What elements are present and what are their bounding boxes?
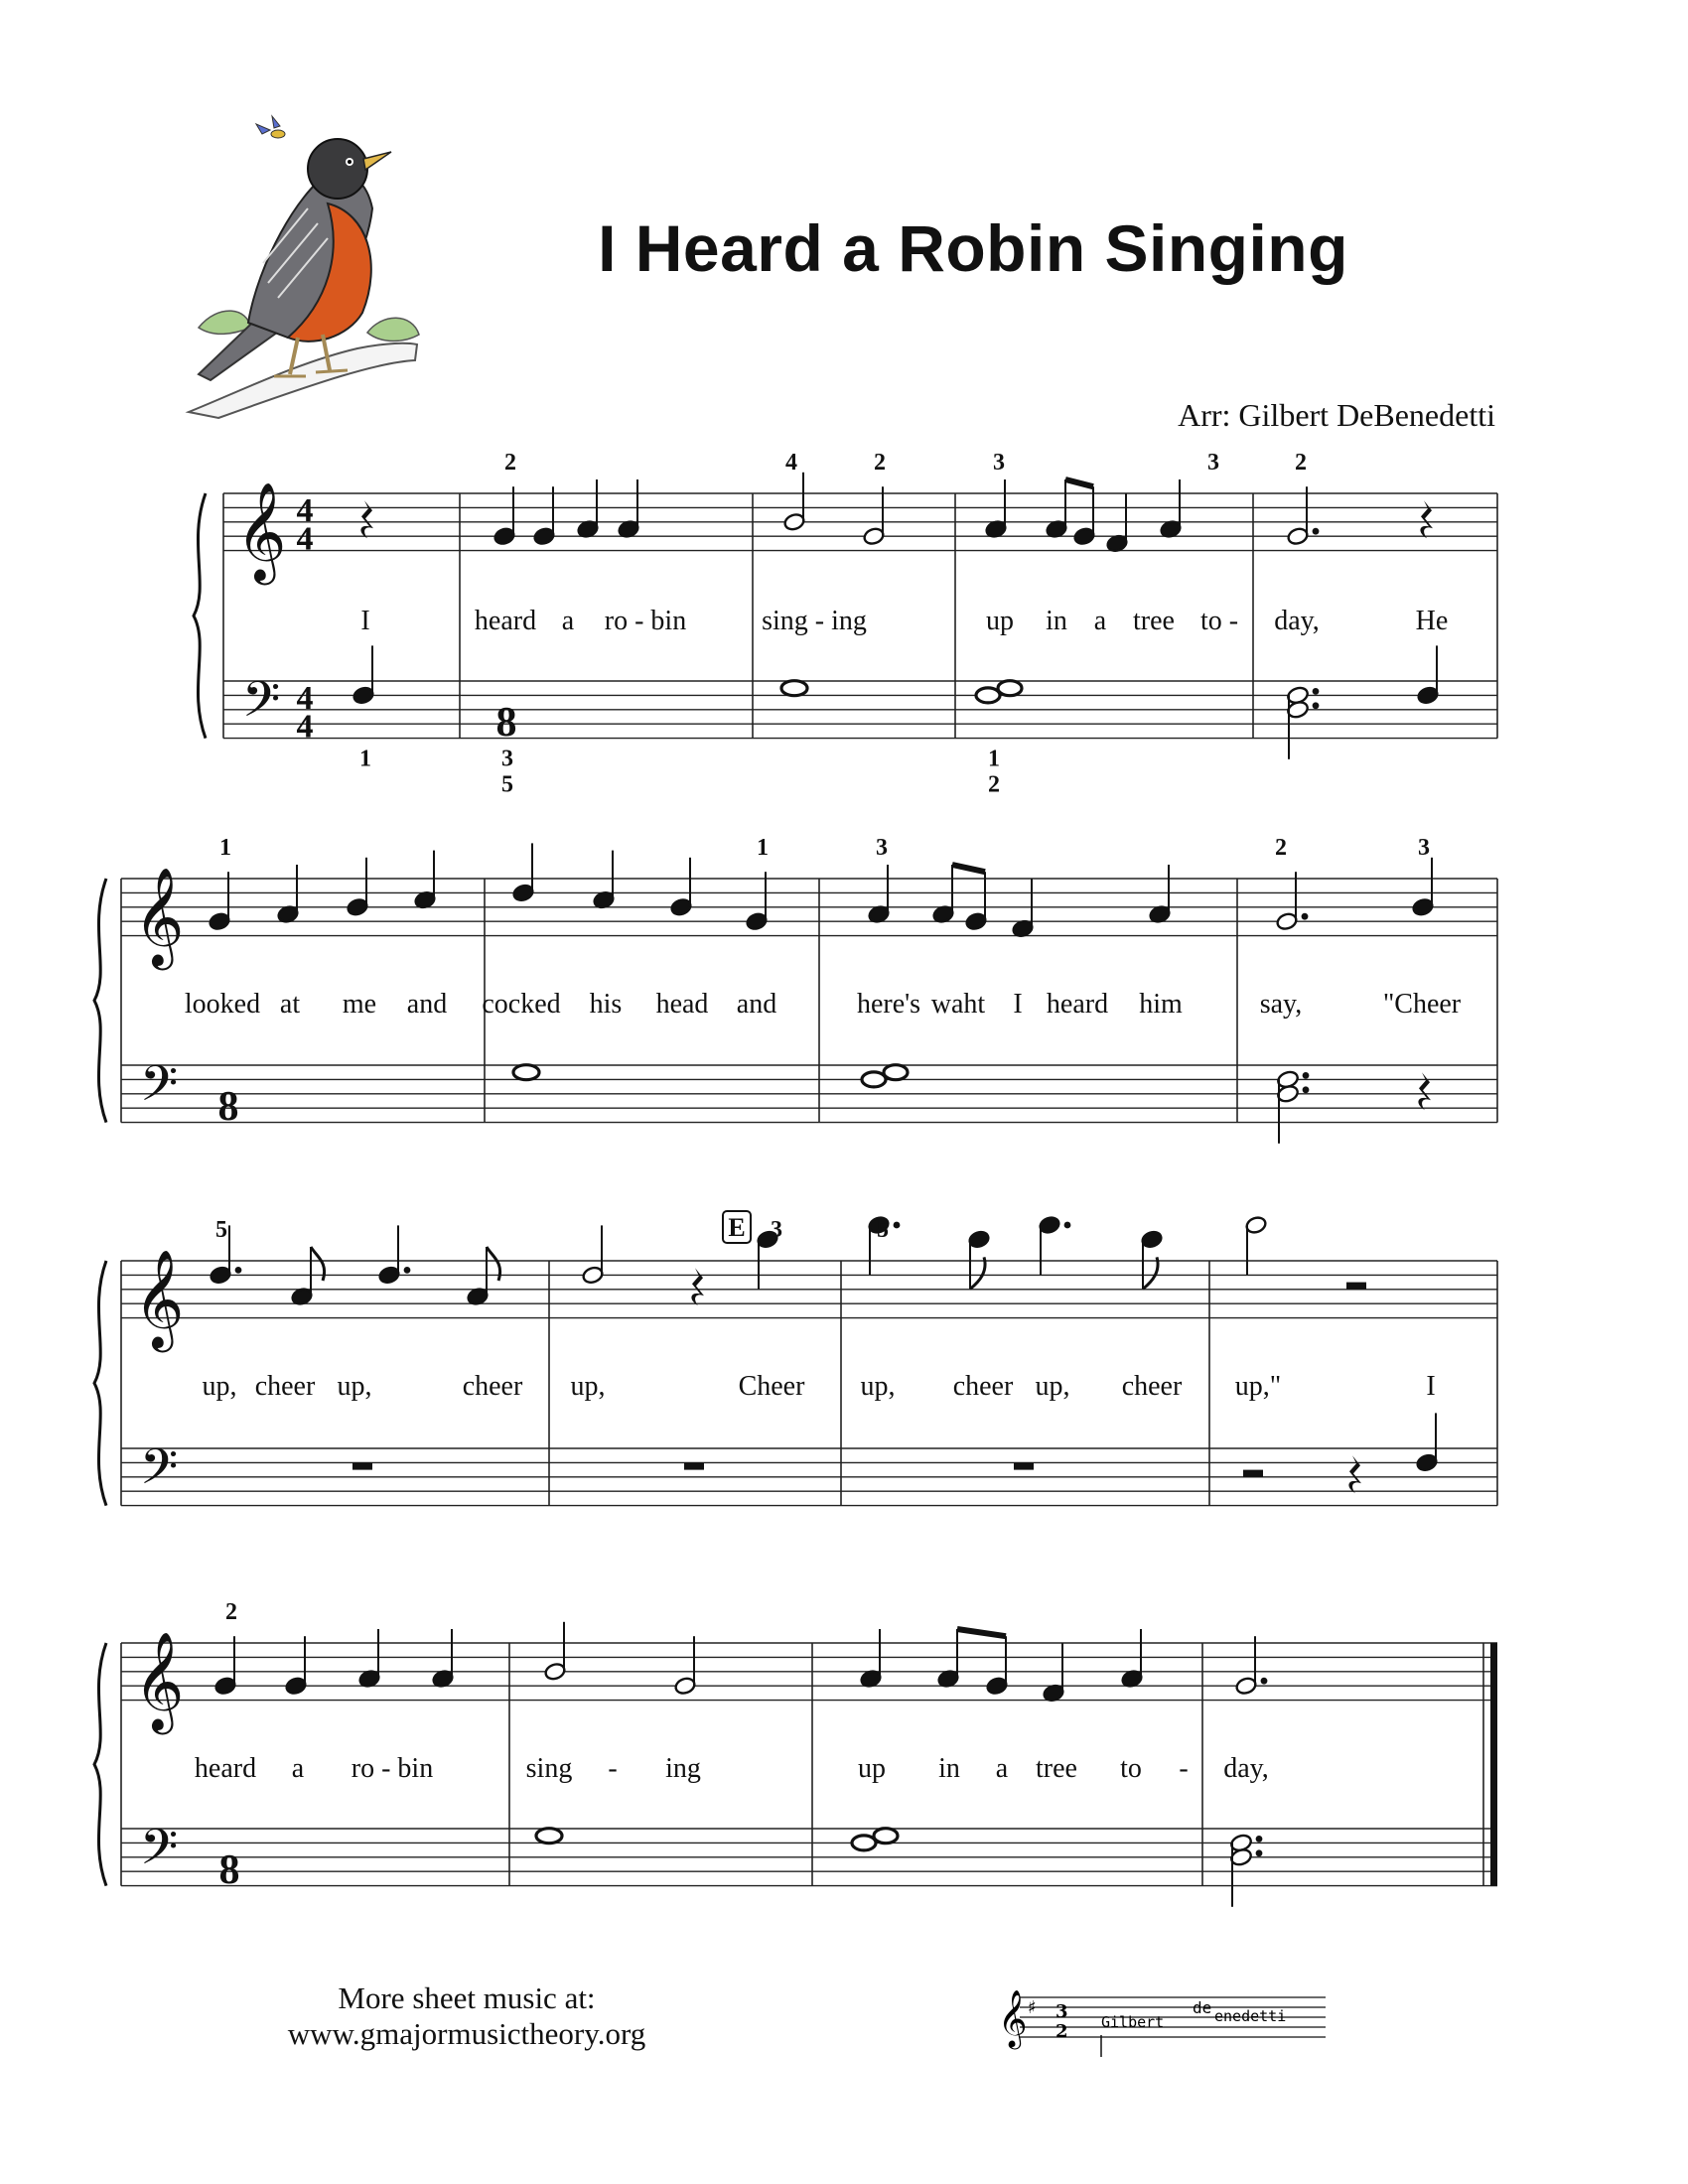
lyric-syllable: me xyxy=(342,989,377,1020)
dot xyxy=(1256,1849,1263,1856)
note-head xyxy=(210,1266,232,1286)
treble-clef-icon: 𝄞 xyxy=(133,867,185,967)
finger-number: 3 xyxy=(876,835,888,861)
finger-number: 5 xyxy=(215,1217,227,1243)
lyric-syllable: cocked xyxy=(482,989,561,1020)
bass-whole-note xyxy=(852,1836,876,1850)
bass-whole-note xyxy=(976,688,1000,703)
lyric-syllable: up xyxy=(858,1753,886,1784)
lyric-syllable: tree xyxy=(1036,1753,1077,1784)
note-head xyxy=(986,1676,1009,1696)
time-signature-bottom: 4 xyxy=(296,520,314,558)
eighth-beam xyxy=(957,1629,1006,1636)
lyric-syllable: and xyxy=(736,989,777,1020)
bass-clef-icon: 𝄢 xyxy=(139,1438,179,1509)
note-head xyxy=(347,897,369,917)
dot xyxy=(1303,1072,1310,1079)
lyric-syllable: up, xyxy=(337,1371,372,1402)
lyric-syllable: cheer xyxy=(952,1371,1014,1402)
lyric-syllable: cheer xyxy=(462,1371,523,1402)
logo-clef-icon: 𝄞 xyxy=(998,1989,1028,2047)
bass-whole-rest xyxy=(684,1462,704,1469)
note-head xyxy=(1276,911,1299,931)
note-head xyxy=(1039,1215,1061,1235)
note-head xyxy=(1412,897,1435,917)
note-head xyxy=(965,911,988,931)
brace xyxy=(94,1643,106,1886)
logo-word-2: enedetti xyxy=(1214,2007,1287,2025)
bass-whole-note xyxy=(874,1829,898,1843)
lyric-syllable: in xyxy=(938,1753,960,1784)
dot xyxy=(894,1222,901,1229)
lyric-syllable: heard xyxy=(1046,989,1109,1020)
finger-number: 3 xyxy=(1207,450,1219,476)
bass-clef-icon: 𝄢 xyxy=(139,1819,179,1889)
logo-mark: de xyxy=(1193,1998,1212,2017)
finger-number: 2 xyxy=(504,450,516,476)
note-head xyxy=(493,526,516,546)
lyric-syllable: I xyxy=(1013,989,1023,1020)
dot xyxy=(1313,702,1320,709)
lyric-syllable: to - xyxy=(1199,606,1239,636)
dot xyxy=(1303,1086,1310,1093)
treble-clef-icon: 𝄞 xyxy=(235,481,287,582)
logo-word-1: Gilbert xyxy=(1101,2013,1165,2031)
song-title: I Heard a Robin Singing xyxy=(598,211,1348,285)
bass-whole-note xyxy=(998,681,1022,696)
bass-clef-icon: 𝄢 xyxy=(241,671,281,742)
bass-whole-note xyxy=(884,1065,908,1080)
note-head xyxy=(1073,526,1096,546)
note-head xyxy=(582,1266,605,1286)
lyric-syllable: a xyxy=(291,1753,305,1784)
finger-number: 5 xyxy=(877,1217,889,1243)
finger-number: 1 xyxy=(757,835,769,861)
lyric-syllable: up, xyxy=(202,1371,237,1402)
lyric-syllable: a xyxy=(995,1753,1009,1784)
lyric-syllable: heard xyxy=(474,606,537,636)
eighth-beam xyxy=(952,865,985,872)
bass-finger-number: 1 xyxy=(988,746,1000,772)
note-head xyxy=(378,1266,401,1286)
lyric-syllable: up xyxy=(986,606,1014,636)
lyric-syllable: sing - ing xyxy=(762,606,867,636)
dot xyxy=(1302,913,1309,920)
lyric-syllable: a xyxy=(561,606,575,636)
treble-clef-icon: 𝄞 xyxy=(133,1631,185,1731)
bass-whole-note xyxy=(536,1829,562,1843)
bass-whole-note xyxy=(513,1065,539,1080)
dot xyxy=(1256,1836,1263,1843)
lyric-syllable: cheer xyxy=(1121,1371,1183,1402)
bass-eight-numeral: 8 xyxy=(217,1084,239,1131)
svg-text:3: 3 xyxy=(1055,2001,1068,2022)
note-head xyxy=(1287,526,1310,546)
finger-number: 1 xyxy=(219,835,231,861)
bass-note-head xyxy=(1416,1453,1439,1473)
bass-finger-number: 3 xyxy=(501,746,513,772)
note-head xyxy=(1235,1676,1258,1696)
dot xyxy=(404,1267,411,1274)
note-head xyxy=(746,911,769,931)
lyric-syllable: Cheer xyxy=(738,1371,805,1402)
bass-half-rest xyxy=(1243,1470,1263,1477)
finger-number: 3 xyxy=(771,1217,782,1243)
note-head xyxy=(285,1676,308,1696)
lyric-syllable: up, xyxy=(860,1371,896,1402)
finger-number: 2 xyxy=(1295,450,1307,476)
finger-number: 2 xyxy=(874,450,886,476)
bass-finger-number: 1 xyxy=(359,746,371,772)
bass-whole-note xyxy=(781,681,807,696)
lyric-syllable: - xyxy=(1179,1753,1189,1784)
bass-note-head xyxy=(1417,686,1440,706)
lyric-syllable: ro - bin xyxy=(604,606,687,636)
bass-quarter-rest xyxy=(1418,1072,1431,1110)
lyric-syllable: day, xyxy=(1223,1753,1269,1784)
footer-line-1: More sheet music at: xyxy=(338,1980,596,2015)
lyric-syllable: "Cheer xyxy=(1382,989,1462,1020)
finger-number: 2 xyxy=(1275,835,1287,861)
rehearsal-mark: E xyxy=(728,1213,746,1242)
bass-finger-number: 5 xyxy=(501,771,513,798)
publisher-logo xyxy=(998,1985,1326,2057)
dot xyxy=(1064,1222,1071,1229)
svg-text:♯: ♯ xyxy=(1028,1997,1037,2018)
note-head xyxy=(674,1676,697,1696)
lyric-syllable: head xyxy=(655,989,709,1020)
final-barline-thick xyxy=(1490,1643,1497,1886)
lyric-syllable: and xyxy=(406,989,448,1020)
time-signature-top: 4 xyxy=(296,679,314,717)
lyric-syllable: a xyxy=(1093,606,1107,636)
finger-number: 3 xyxy=(993,450,1005,476)
bass-whole-note xyxy=(862,1072,886,1087)
bass-clef-icon: 𝄢 xyxy=(139,1055,179,1126)
brace xyxy=(94,879,106,1123)
lyric-syllable: at xyxy=(279,989,301,1020)
note-head xyxy=(783,512,806,532)
finger-number: 4 xyxy=(785,450,797,476)
treble-clef-icon: 𝄞 xyxy=(133,1249,185,1349)
lyric-syllable: ro - bin xyxy=(351,1753,434,1784)
note-head xyxy=(968,1230,991,1250)
lyric-syllable: I xyxy=(360,606,370,636)
bass-eight-numeral: 8 xyxy=(495,700,517,747)
note-head xyxy=(512,884,535,903)
time-signature-bottom: 4 xyxy=(296,708,314,746)
lyric-syllable: tree xyxy=(1133,606,1175,636)
lyric-syllable: waht xyxy=(930,989,986,1020)
lyric-syllable: sing xyxy=(525,1753,573,1784)
dot xyxy=(1313,528,1320,535)
lyric-syllable: up, xyxy=(570,1371,606,1402)
bass-eight-numeral: 8 xyxy=(218,1847,240,1894)
svg-text:2: 2 xyxy=(1055,2021,1068,2042)
lyric-syllable: ing xyxy=(665,1753,701,1784)
bass-whole-rest xyxy=(352,1462,372,1469)
eighth-flag xyxy=(1143,1257,1158,1289)
quarter-rest xyxy=(691,1268,704,1305)
footer-text xyxy=(248,1980,685,2052)
quarter-rest xyxy=(1420,500,1433,538)
brace xyxy=(194,493,206,739)
half-rest xyxy=(1346,1283,1366,1290)
arranger-credit: Arr: Gilbert DeBenedetti xyxy=(1178,397,1495,433)
lyric-syllable: looked xyxy=(184,989,261,1020)
lyric-syllable: - xyxy=(608,1753,618,1784)
note-head xyxy=(1141,1230,1164,1250)
quarter-rest xyxy=(360,500,373,538)
lyric-syllable: cheer xyxy=(254,1371,316,1402)
note-head xyxy=(1245,1215,1268,1235)
finger-number: 2 xyxy=(225,1599,237,1625)
footer-line-2: www.gmajormusictheory.org xyxy=(287,2016,646,2051)
dot xyxy=(235,1267,242,1274)
lyric-syllable: him xyxy=(1139,989,1183,1020)
dot xyxy=(1313,688,1320,695)
lyric-syllable: up," xyxy=(1234,1371,1282,1402)
bass-finger-number: 2 xyxy=(988,771,1000,798)
lyric-syllable: say, xyxy=(1259,989,1303,1020)
note-head xyxy=(209,911,231,931)
time-signature-top: 4 xyxy=(296,491,314,529)
bass-quarter-rest xyxy=(1348,1455,1361,1493)
lyric-syllable: here's xyxy=(856,989,921,1020)
lyric-syllable: He xyxy=(1415,606,1449,636)
brace xyxy=(94,1261,106,1506)
finger-number: 3 xyxy=(1418,835,1430,861)
lyric-syllable: I xyxy=(1426,1371,1436,1402)
dot xyxy=(1261,1678,1268,1685)
eighth-flag xyxy=(970,1257,985,1289)
lyric-syllable: in xyxy=(1046,606,1067,636)
note-head xyxy=(533,526,556,546)
note-head xyxy=(214,1676,237,1696)
note-head xyxy=(670,897,693,917)
lyric-syllable: heard xyxy=(194,1753,257,1784)
note-head xyxy=(863,526,886,546)
lyric-syllable: day, xyxy=(1274,606,1320,636)
eighth-beam xyxy=(1065,479,1093,486)
bass-whole-rest xyxy=(1014,1462,1034,1469)
note-head xyxy=(544,1662,567,1682)
lyric-syllable: his xyxy=(589,989,623,1020)
bass-note-head xyxy=(352,686,375,706)
lyric-syllable: to xyxy=(1120,1753,1142,1784)
lyric-syllable: up, xyxy=(1035,1371,1070,1402)
